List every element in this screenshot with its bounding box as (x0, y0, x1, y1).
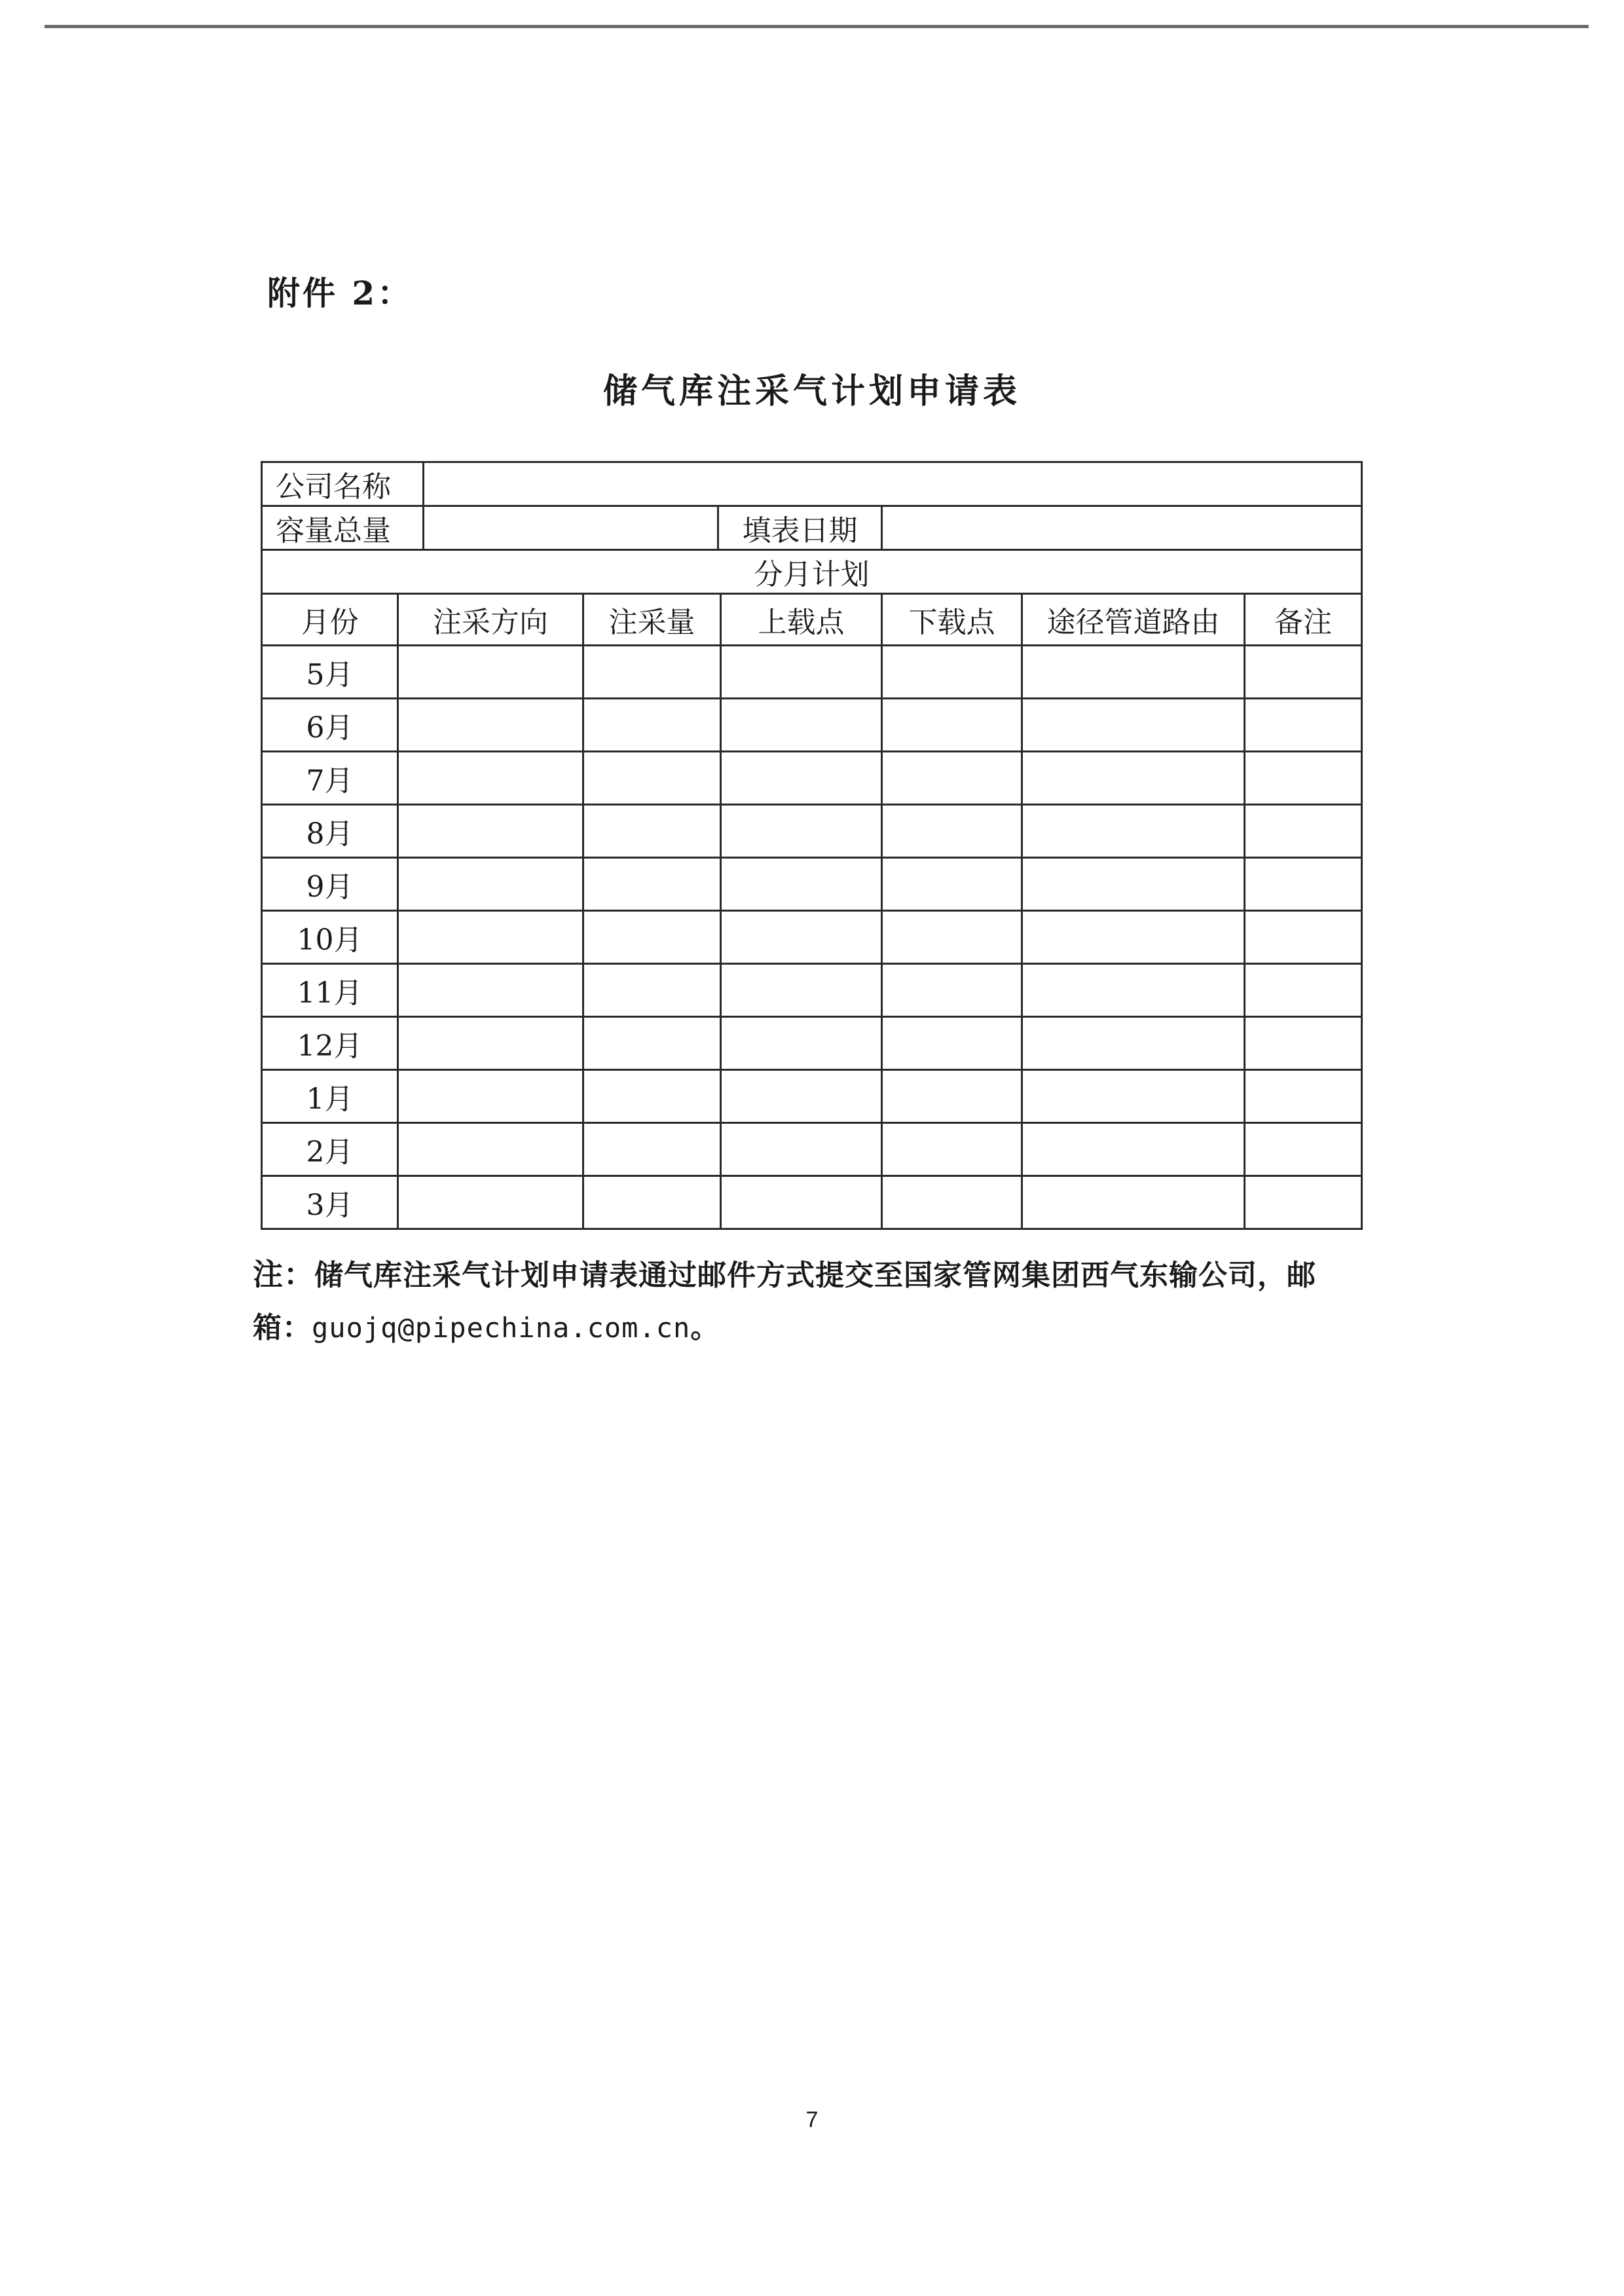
plan-cell[interactable] (882, 1176, 1022, 1229)
column-header: 上载点 (721, 594, 882, 646)
fill-date-field[interactable] (882, 506, 1362, 550)
plan-cell[interactable] (882, 805, 1022, 858)
monthly-plan-table (261, 593, 1363, 1230)
column-header: 途径管道路由 (1022, 594, 1245, 646)
note-body: 储气库注采气计划申请表通过邮件方式提交至国家管网集团西气东输公司，邮箱： (253, 1259, 1316, 1344)
plan-cell[interactable] (398, 1176, 583, 1229)
plan-cell[interactable] (1022, 858, 1245, 911)
plan-cell[interactable] (1245, 911, 1362, 964)
plan-cell[interactable] (583, 1017, 721, 1070)
plan-cell[interactable] (1245, 752, 1362, 805)
column-header: 备注 (1245, 594, 1362, 646)
month-label: 2月 (262, 1123, 398, 1176)
plan-cell[interactable] (882, 646, 1022, 699)
form-title: 储气库注采气计划申请表 (602, 371, 1021, 411)
month-label: 6月 (262, 699, 398, 752)
month-label: 11月 (262, 964, 398, 1017)
plan-cell[interactable] (721, 1123, 882, 1176)
monthly-plan-heading: 分月计划 (262, 550, 1362, 593)
plan-cell[interactable] (583, 964, 721, 1017)
plan-cell[interactable] (882, 752, 1022, 805)
plan-cell[interactable] (398, 646, 583, 699)
plan-cell[interactable] (721, 752, 882, 805)
plan-cell[interactable] (1245, 1070, 1362, 1123)
application-form (261, 461, 1361, 1230)
plan-cell[interactable] (583, 1176, 721, 1229)
plan-cell[interactable] (398, 964, 583, 1017)
note-end: 。 (690, 1311, 720, 1344)
column-header: 月份 (262, 594, 398, 646)
plan-cell[interactable] (1022, 1070, 1245, 1123)
month-label: 9月 (262, 858, 398, 911)
plan-cell[interactable] (1245, 1176, 1362, 1229)
form-header-table (261, 461, 1363, 593)
month-label: 3月 (262, 1176, 398, 1229)
column-header: 下载点 (882, 594, 1022, 646)
plan-cell[interactable] (1022, 805, 1245, 858)
plan-cell[interactable] (882, 1070, 1022, 1123)
plan-cell[interactable] (882, 964, 1022, 1017)
plan-cell[interactable] (721, 1017, 882, 1070)
column-header: 注采量 (583, 594, 721, 646)
plan-cell[interactable] (583, 699, 721, 752)
plan-cell[interactable] (583, 1070, 721, 1123)
plan-cell[interactable] (721, 646, 882, 699)
month-label: 5月 (262, 646, 398, 699)
plan-cell[interactable] (398, 752, 583, 805)
page-number: 7 (805, 2107, 819, 2132)
attachment-label: 附件 2： (267, 274, 413, 312)
plan-cell[interactable] (1022, 911, 1245, 964)
month-row (262, 1123, 1362, 1176)
plan-cell[interactable] (583, 1123, 721, 1176)
month-row (262, 1017, 1362, 1070)
month-label: 10月 (262, 911, 398, 964)
total-capacity-label: 容量总量 (262, 506, 424, 550)
plan-cell[interactable] (1022, 752, 1245, 805)
plan-cell[interactable] (721, 858, 882, 911)
fill-date-label: 填表日期 (718, 506, 882, 550)
note-lead: 注： (253, 1257, 314, 1292)
plan-cell[interactable] (721, 699, 882, 752)
plan-cell[interactable] (1022, 699, 1245, 752)
plan-cell[interactable] (1245, 858, 1362, 911)
month-label: 8月 (262, 805, 398, 858)
plan-cell[interactable] (882, 699, 1022, 752)
company-name-field[interactable] (424, 462, 1362, 506)
plan-cell[interactable] (583, 911, 721, 964)
header-rule (45, 25, 1589, 28)
plan-cell[interactable] (721, 1070, 882, 1123)
month-row (262, 752, 1362, 805)
month-row (262, 1176, 1362, 1229)
submission-note (253, 1248, 1366, 1354)
plan-cell[interactable] (1022, 1017, 1245, 1070)
plan-cell[interactable] (1022, 1123, 1245, 1176)
column-header-row (262, 594, 1362, 646)
month-rows (262, 646, 1362, 1229)
plan-cell[interactable] (882, 858, 1022, 911)
plan-cell[interactable] (398, 1070, 583, 1123)
month-row (262, 858, 1362, 911)
plan-cell[interactable] (398, 1017, 583, 1070)
month-label: 7月 (262, 752, 398, 805)
plan-cell[interactable] (882, 911, 1022, 964)
plan-cell[interactable] (398, 858, 583, 911)
month-row (262, 805, 1362, 858)
plan-cell[interactable] (583, 752, 721, 805)
plan-cell[interactable] (882, 1123, 1022, 1176)
plan-cell[interactable] (1022, 1176, 1245, 1229)
month-row (262, 911, 1362, 964)
email-address[interactable]: guojq@pipechina.com.cn (312, 1312, 691, 1344)
plan-cell[interactable] (1022, 646, 1245, 699)
plan-cell[interactable] (398, 805, 583, 858)
month-label: 1月 (262, 1070, 398, 1123)
month-label: 12月 (262, 1017, 398, 1070)
plan-cell[interactable] (721, 911, 882, 964)
plan-cell[interactable] (1245, 805, 1362, 858)
plan-cell[interactable] (721, 964, 882, 1017)
plan-cell[interactable] (882, 1017, 1022, 1070)
plan-cell[interactable] (1245, 964, 1362, 1017)
company-name-label: 公司名称 (262, 462, 424, 506)
plan-cell[interactable] (583, 646, 721, 699)
plan-cell[interactable] (1245, 1017, 1362, 1070)
month-row (262, 1070, 1362, 1123)
month-row (262, 646, 1362, 699)
plan-cell[interactable] (398, 1123, 583, 1176)
column-header: 注采方向 (398, 594, 583, 646)
plan-cell[interactable] (583, 805, 721, 858)
plan-cell[interactable] (1245, 1123, 1362, 1176)
month-row (262, 964, 1362, 1017)
plan-cell[interactable] (1245, 646, 1362, 699)
plan-cell[interactable] (583, 858, 721, 911)
plan-cell[interactable] (398, 911, 583, 964)
plan-cell[interactable] (721, 1176, 882, 1229)
plan-cell[interactable] (1245, 699, 1362, 752)
month-row (262, 699, 1362, 752)
plan-cell[interactable] (721, 805, 882, 858)
plan-cell[interactable] (1022, 964, 1245, 1017)
plan-cell[interactable] (398, 699, 583, 752)
total-capacity-field[interactable] (424, 506, 718, 550)
